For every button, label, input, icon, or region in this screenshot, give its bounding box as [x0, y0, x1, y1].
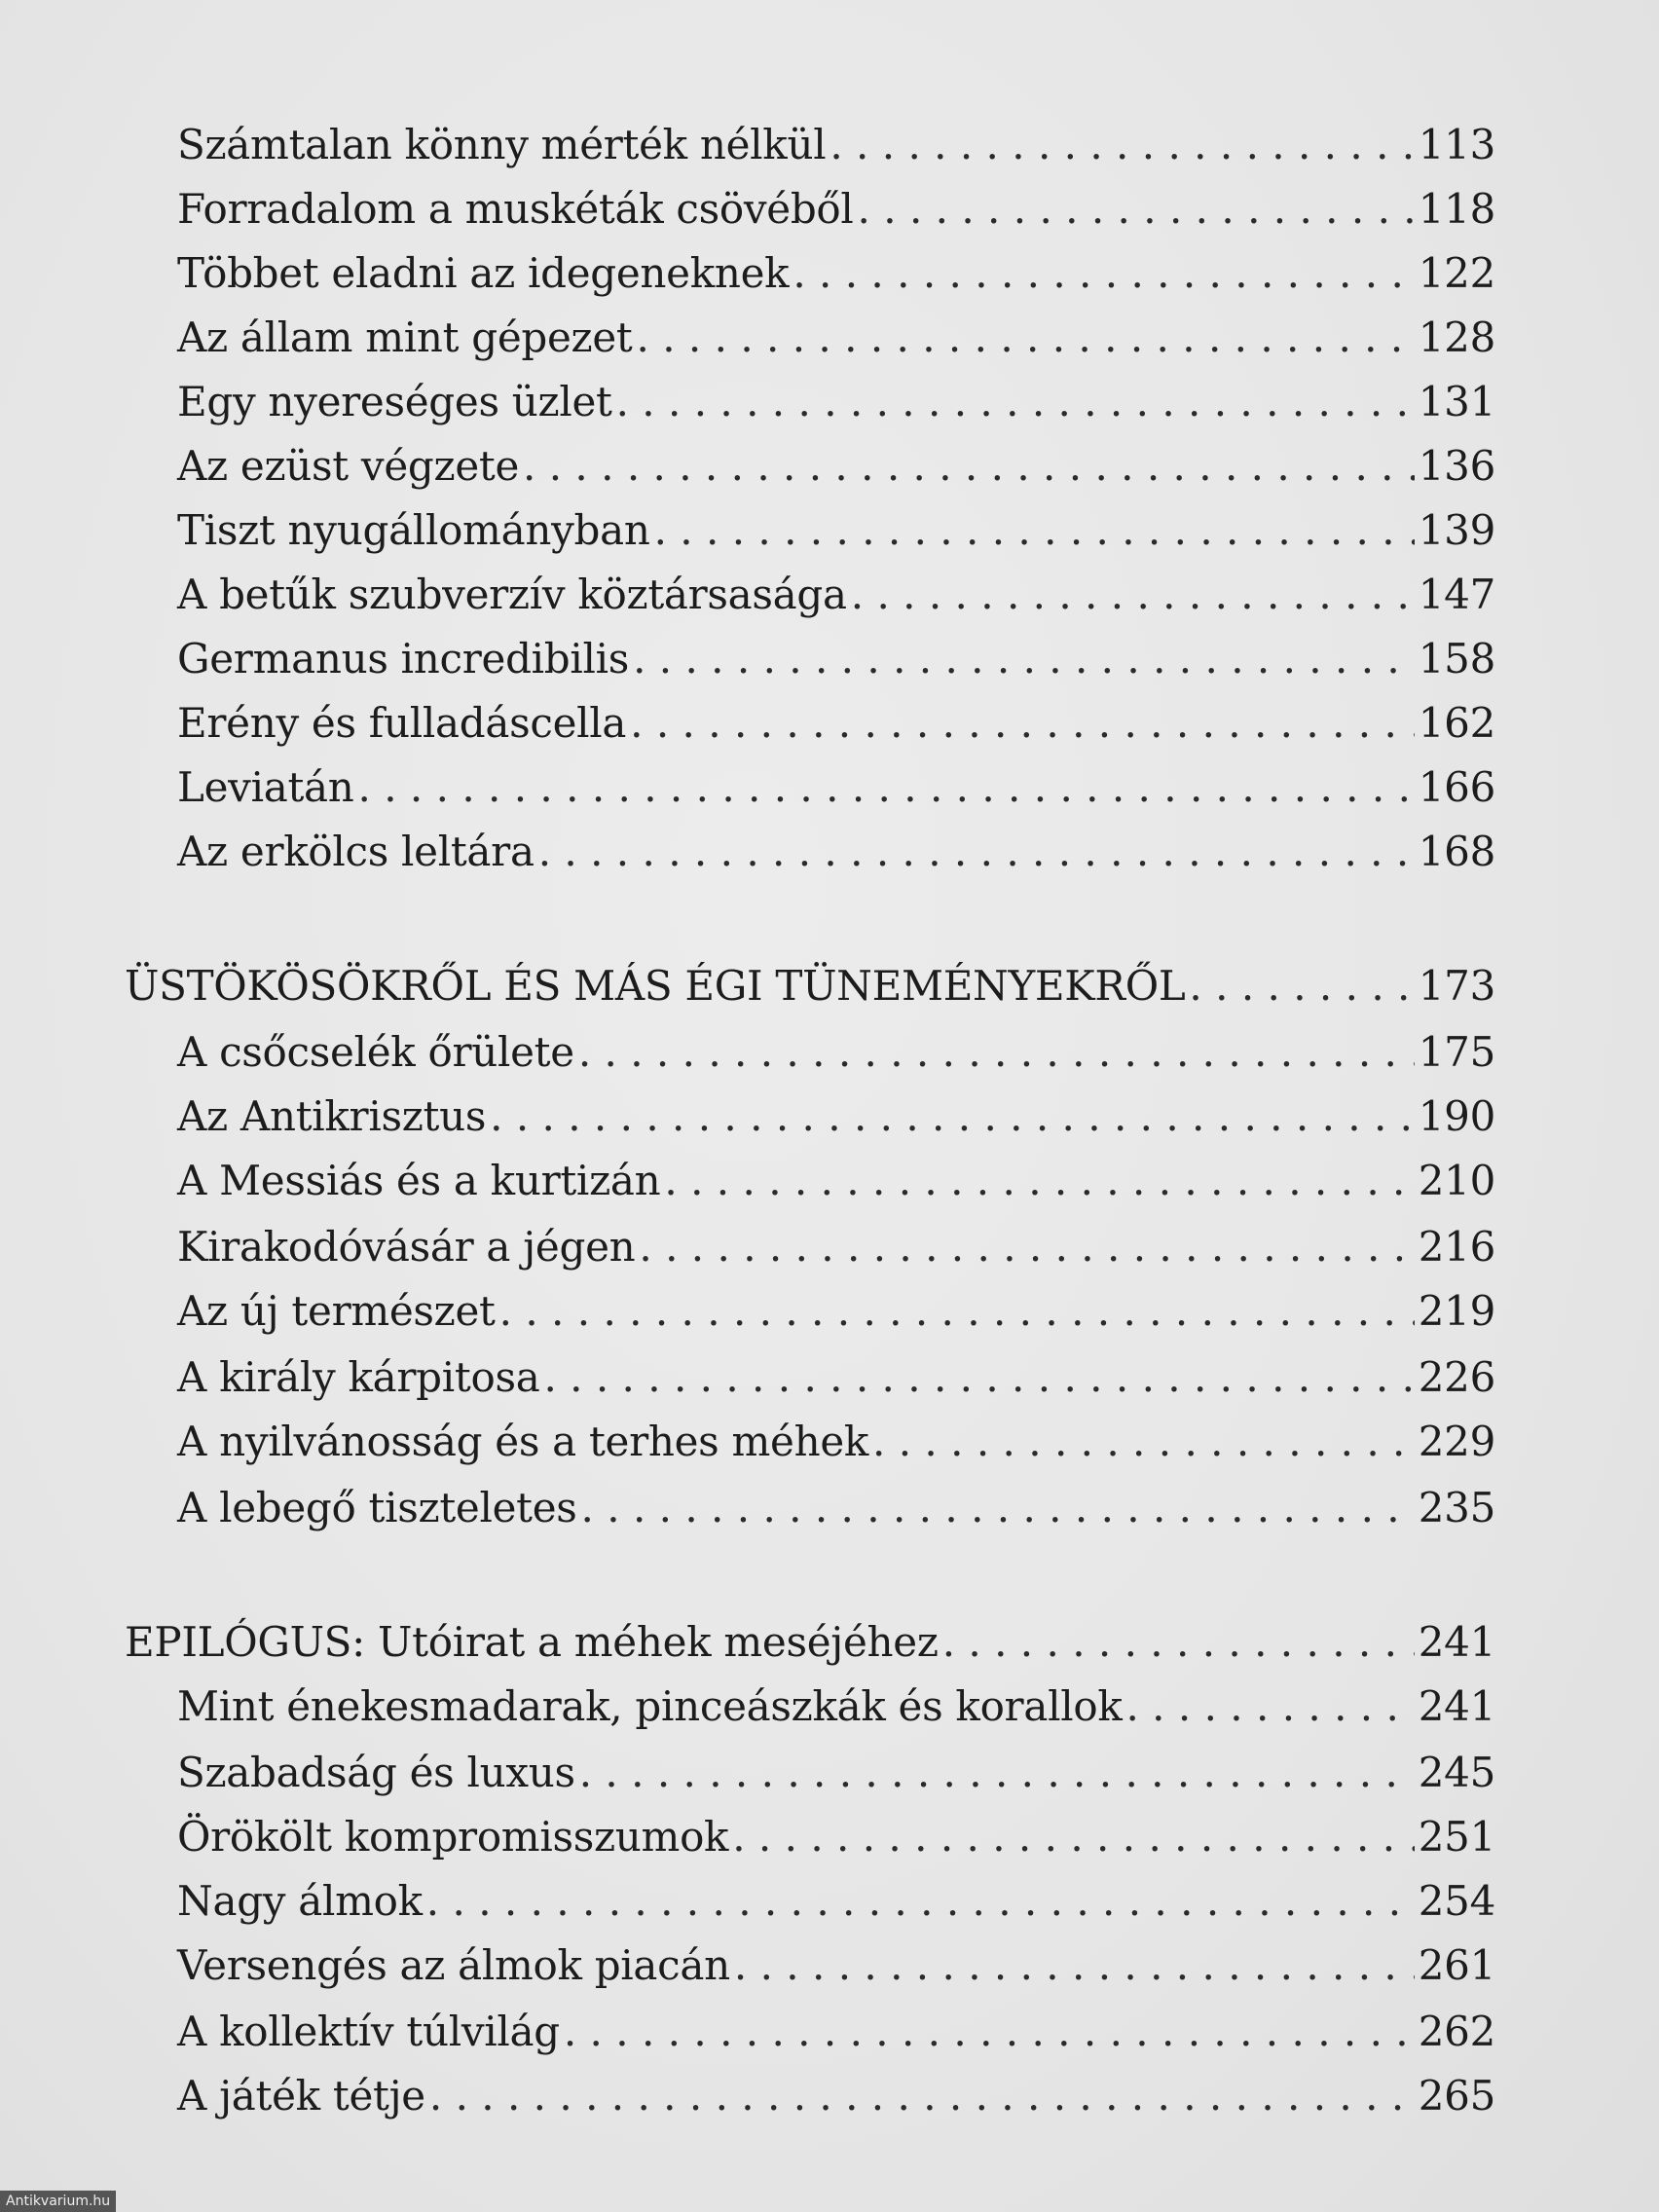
leader-dots [830, 117, 1414, 173]
entry-title: A játék tétje [177, 2072, 425, 2120]
entry-title: Tiszt nyugállományban [177, 506, 650, 554]
entry-page-number: 139 [1418, 506, 1495, 554]
entry-page-number: 122 [1418, 249, 1495, 297]
leader-dots [543, 1349, 1414, 1406]
leader-dots [639, 1219, 1414, 1275]
entry-title: A csőcselék őrülete [177, 1028, 574, 1076]
leader-dots [734, 1937, 1415, 1994]
leader-dots [793, 245, 1414, 302]
entry-page-number: 251 [1418, 1813, 1495, 1861]
leader-dots [490, 1088, 1415, 1145]
entry-title: Az ezüst végzete [177, 442, 520, 490]
leader-dots [616, 374, 1415, 430]
toc-entry [177, 567, 1495, 623]
toc-entry [177, 374, 1495, 430]
toc-section-heading [125, 1614, 1495, 1671]
entry-title: Forradalom a muskéták csövéből [177, 185, 854, 233]
entry-title: A kollektív túlvilág [177, 2008, 560, 2055]
entry-title: Erény és fulladáscella [177, 699, 627, 747]
entry-title: A lebegő tiszteletes [177, 1484, 577, 1531]
toc-entry [177, 181, 1495, 238]
entry-page-number: 131 [1418, 378, 1495, 425]
entry-page-number: 190 [1418, 1092, 1495, 1140]
entry-page-number: 128 [1418, 313, 1495, 361]
entry-title: A király kárpitosa [177, 1353, 540, 1401]
leader-dots [633, 631, 1415, 687]
toc-entry [177, 2004, 1495, 2060]
leader-dots [429, 2068, 1415, 2124]
entry-page-number: 175 [1418, 1028, 1495, 1076]
entry-page-number: 241 [1418, 1682, 1495, 1730]
entry-page-number: 113 [1418, 121, 1495, 168]
toc-entry [177, 1414, 1495, 1470]
toc-entry [177, 759, 1495, 816]
leader-dots [538, 824, 1415, 880]
entry-title: Többet eladni az idegeneknek [177, 249, 790, 297]
entry-title: Az erkölcs leltára [177, 828, 535, 875]
entry-page-number: 219 [1418, 1287, 1495, 1335]
leader-dots [942, 1614, 1415, 1671]
toc-entry [177, 1745, 1495, 1801]
leader-dots [654, 502, 1415, 559]
leader-dots [499, 1283, 1415, 1340]
toc-entry [177, 1283, 1495, 1340]
entry-page-number: 254 [1418, 1877, 1495, 1925]
entry-title: A Messiás és a kurtizán [177, 1157, 661, 1204]
leader-dots [564, 2004, 1415, 2060]
entry-page-number: 168 [1418, 828, 1495, 875]
entry-page-number: 147 [1418, 571, 1495, 618]
entry-page-number: 158 [1418, 635, 1495, 682]
entry-title: Versengés az álmok piacán [177, 1941, 730, 1989]
entry-page-number: 265 [1418, 2072, 1495, 2120]
leader-dots [578, 1024, 1415, 1081]
toc-entry [177, 1937, 1495, 1994]
toc-entry [177, 1153, 1495, 1209]
entry-title: Nagy álmok [177, 1877, 423, 1925]
toc-section-heading [125, 958, 1495, 1014]
entry-page-number: 136 [1418, 442, 1495, 490]
entry-title: Számtalan könny mérték nélkül [177, 121, 827, 168]
entry-page-number: 229 [1418, 1418, 1495, 1465]
entry-page-number: 261 [1418, 1941, 1495, 1989]
entry-page-number: 210 [1418, 1157, 1495, 1204]
entry-title: Szabadság és luxus [177, 1749, 575, 1796]
leader-dots [579, 1745, 1415, 1801]
toc-entry [177, 1088, 1495, 1145]
entry-title: A betűk szubverzív köztársasága [177, 571, 847, 618]
entry-title: A nyilvánosság és a terhes méhek [177, 1418, 869, 1465]
leader-dots [1125, 1678, 1414, 1735]
entry-title: Örökölt kompromisszumok [177, 1813, 729, 1861]
entry-title: Az állam mint gépezet [177, 313, 633, 361]
leader-dots [872, 1414, 1415, 1470]
leader-dots [637, 310, 1415, 366]
entry-page-number: 262 [1418, 2008, 1495, 2055]
toc-entry [177, 245, 1495, 302]
leader-dots [523, 438, 1415, 495]
entry-title: Kirakodóvásár a jégen [177, 1223, 636, 1271]
section-title: EPILÓGUS: Utóirat a méhek meséjéhez [125, 1618, 939, 1666]
toc-entry [177, 1349, 1495, 1406]
watermark-label: Antikvarium.hu [0, 2191, 116, 2212]
entry-page-number: 216 [1418, 1223, 1495, 1271]
leader-dots [358, 759, 1415, 816]
toc-entry [177, 1480, 1495, 1536]
toc-entry [177, 631, 1495, 687]
leader-dots [630, 695, 1415, 752]
entry-page-number: 166 [1418, 763, 1495, 811]
leader-dots [858, 181, 1415, 238]
entry-title: Leviatán [177, 763, 354, 811]
entry-title: Az Antikrisztus [177, 1092, 487, 1140]
toc-entry [177, 438, 1495, 495]
section-page-number: 241 [1418, 1618, 1495, 1666]
toc-entry [177, 824, 1495, 880]
entry-page-number: 162 [1418, 699, 1495, 747]
toc-entry [177, 502, 1495, 559]
toc-entry [177, 117, 1495, 173]
toc-entry [177, 695, 1495, 752]
toc-entry [177, 1024, 1495, 1081]
leader-dots [1189, 958, 1414, 1014]
entry-title: Mint énekesmadarak, pinceászkák és korallok [177, 1682, 1123, 1730]
toc-entry [177, 2068, 1495, 2124]
toc-entry [177, 1219, 1495, 1275]
leader-dots [664, 1153, 1414, 1209]
leader-dots [426, 1873, 1415, 1930]
entry-title: Egy nyereséges üzlet [177, 378, 612, 425]
toc-entry [177, 1678, 1495, 1735]
entry-title: Germanus incredibilis [177, 635, 630, 682]
section-title: ÜSTÖKÖSÖKRŐL ÉS MÁS ÉGI TÜNEMÉNYEKRŐL [125, 962, 1186, 1010]
entry-page-number: 245 [1418, 1749, 1495, 1796]
section-page-number: 173 [1418, 962, 1495, 1010]
entry-page-number: 226 [1418, 1353, 1495, 1401]
entry-title: Az új természet [177, 1287, 496, 1335]
toc-entry [177, 1873, 1495, 1930]
leader-dots [851, 567, 1415, 623]
entry-page-number: 235 [1418, 1484, 1495, 1531]
leader-dots [732, 1809, 1415, 1865]
leader-dots [581, 1480, 1415, 1536]
toc-entry [177, 1809, 1495, 1865]
entry-page-number: 118 [1418, 185, 1495, 233]
toc-entry [177, 310, 1495, 366]
